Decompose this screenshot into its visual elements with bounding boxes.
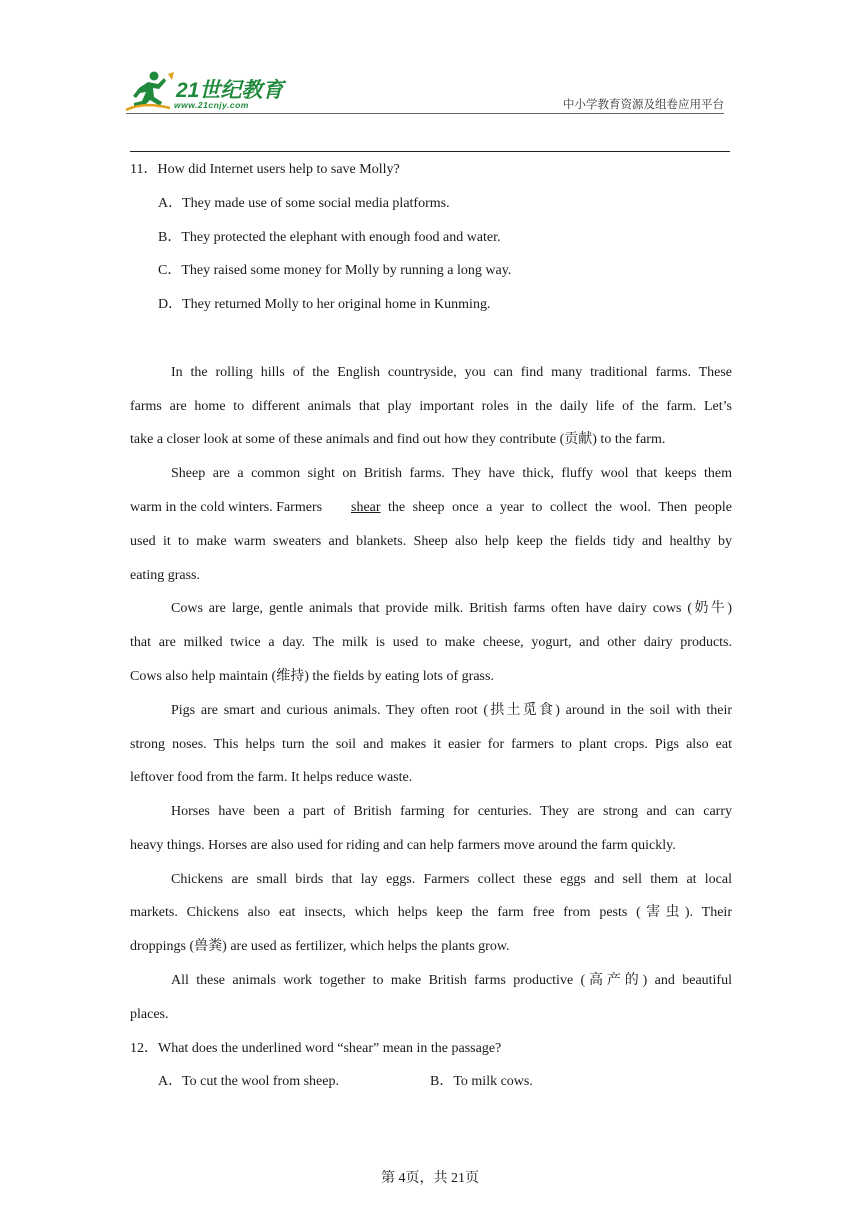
passage-line: Pigs are smart and curious animals. They often root (拱土觅食) around in the soil with their [171, 703, 732, 718]
passage-line: places. [130, 1007, 169, 1022]
passage-line: markets. Chickens also eat insects, which helps keep the farm free from pests (害虫). Their [130, 905, 732, 920]
passage-line: heavy things. Horses are also used for riding and can help farmers move around the farm quickly. [130, 838, 676, 853]
q11-option-d: D．They returned Molly to her original home in Kunming. [158, 297, 491, 312]
runner-logo-icon [124, 70, 176, 114]
passage-line: All these animals work together to make British farms productive (高产的) and beautiful [171, 973, 732, 988]
passage-line-part: the sheep once a year to collect the wool. Then people [388, 500, 732, 515]
question-11: 11．How did Internet users help to save Molly? [130, 162, 400, 177]
passage-line: leftover food from the farm. It helps reduce waste. [130, 770, 413, 785]
page-header [124, 66, 724, 116]
passage-line: farms are home to different animals that play important roles in the daily life of the farm. Let’s [130, 399, 732, 414]
logo-url: www.21cnjy.com [174, 100, 249, 110]
passage-line: eating grass. [130, 568, 200, 583]
passage-line: strong noses. This helps turn the soil and makes it easier for farmers to plant crops. Pigs also eat [130, 737, 732, 752]
passage-line: Sheep are a common sight on British farms. They have thick, fluffy wool that keeps them [171, 466, 732, 481]
question-12: 12．What does the underlined word “shear” mean in the passage? [130, 1041, 502, 1056]
q11-option-a: A．They made use of some social media platforms. [158, 196, 450, 211]
passage-line: In the rolling hills of the English countryside, you can find many traditional farms. These [171, 365, 732, 380]
passage-line: take a closer look at some of these animals and find out how they contribute (贡献) to the farm. [130, 432, 666, 447]
header-divider [126, 113, 724, 114]
passage-line: Cows are large, gentle animals that provide milk. British farms often have dairy cows (奶牛) [171, 601, 732, 616]
q11-option-b: B．They protected the elephant with enough food and water. [158, 230, 501, 245]
q11-option-c: C．They raised some money for Molly by running a long way. [158, 263, 512, 278]
platform-label: 中小学教育资源及组卷应用平台 [563, 97, 724, 111]
passage-line: that are milked twice a day. The milk is used to make cheese, yogurt, and other dairy products. [130, 635, 732, 650]
passage-line: droppings (兽粪) are used as fertilizer, which helps the plants grow. [130, 939, 510, 954]
logo-wordmark: 21世纪教育 [176, 79, 284, 102]
page-number: 第 4页，共 21页 [381, 1171, 479, 1186]
underlined-word-shear: shear [351, 500, 381, 515]
passage-line: Cows also help maintain (维持) the fields by eating lots of grass. [130, 669, 494, 684]
q12-option-a: A．To cut the wool from sheep. [158, 1074, 339, 1089]
content-top-divider [130, 151, 730, 152]
passage-line-part: warm in the cold winters. Farmers [130, 500, 323, 515]
passage-line: Chickens are small birds that lay eggs. Farmers collect these eggs and sell them at local [171, 872, 732, 887]
logo [124, 70, 294, 114]
passage-line: used it to make warm sweaters and blankets. Sheep also help keep the fields tidy and healthy by [130, 534, 732, 549]
q12-option-b: B．To milk cows. [430, 1074, 533, 1089]
passage-line: Horses have been a part of British farming for centuries. They are strong and can carry [171, 804, 732, 819]
